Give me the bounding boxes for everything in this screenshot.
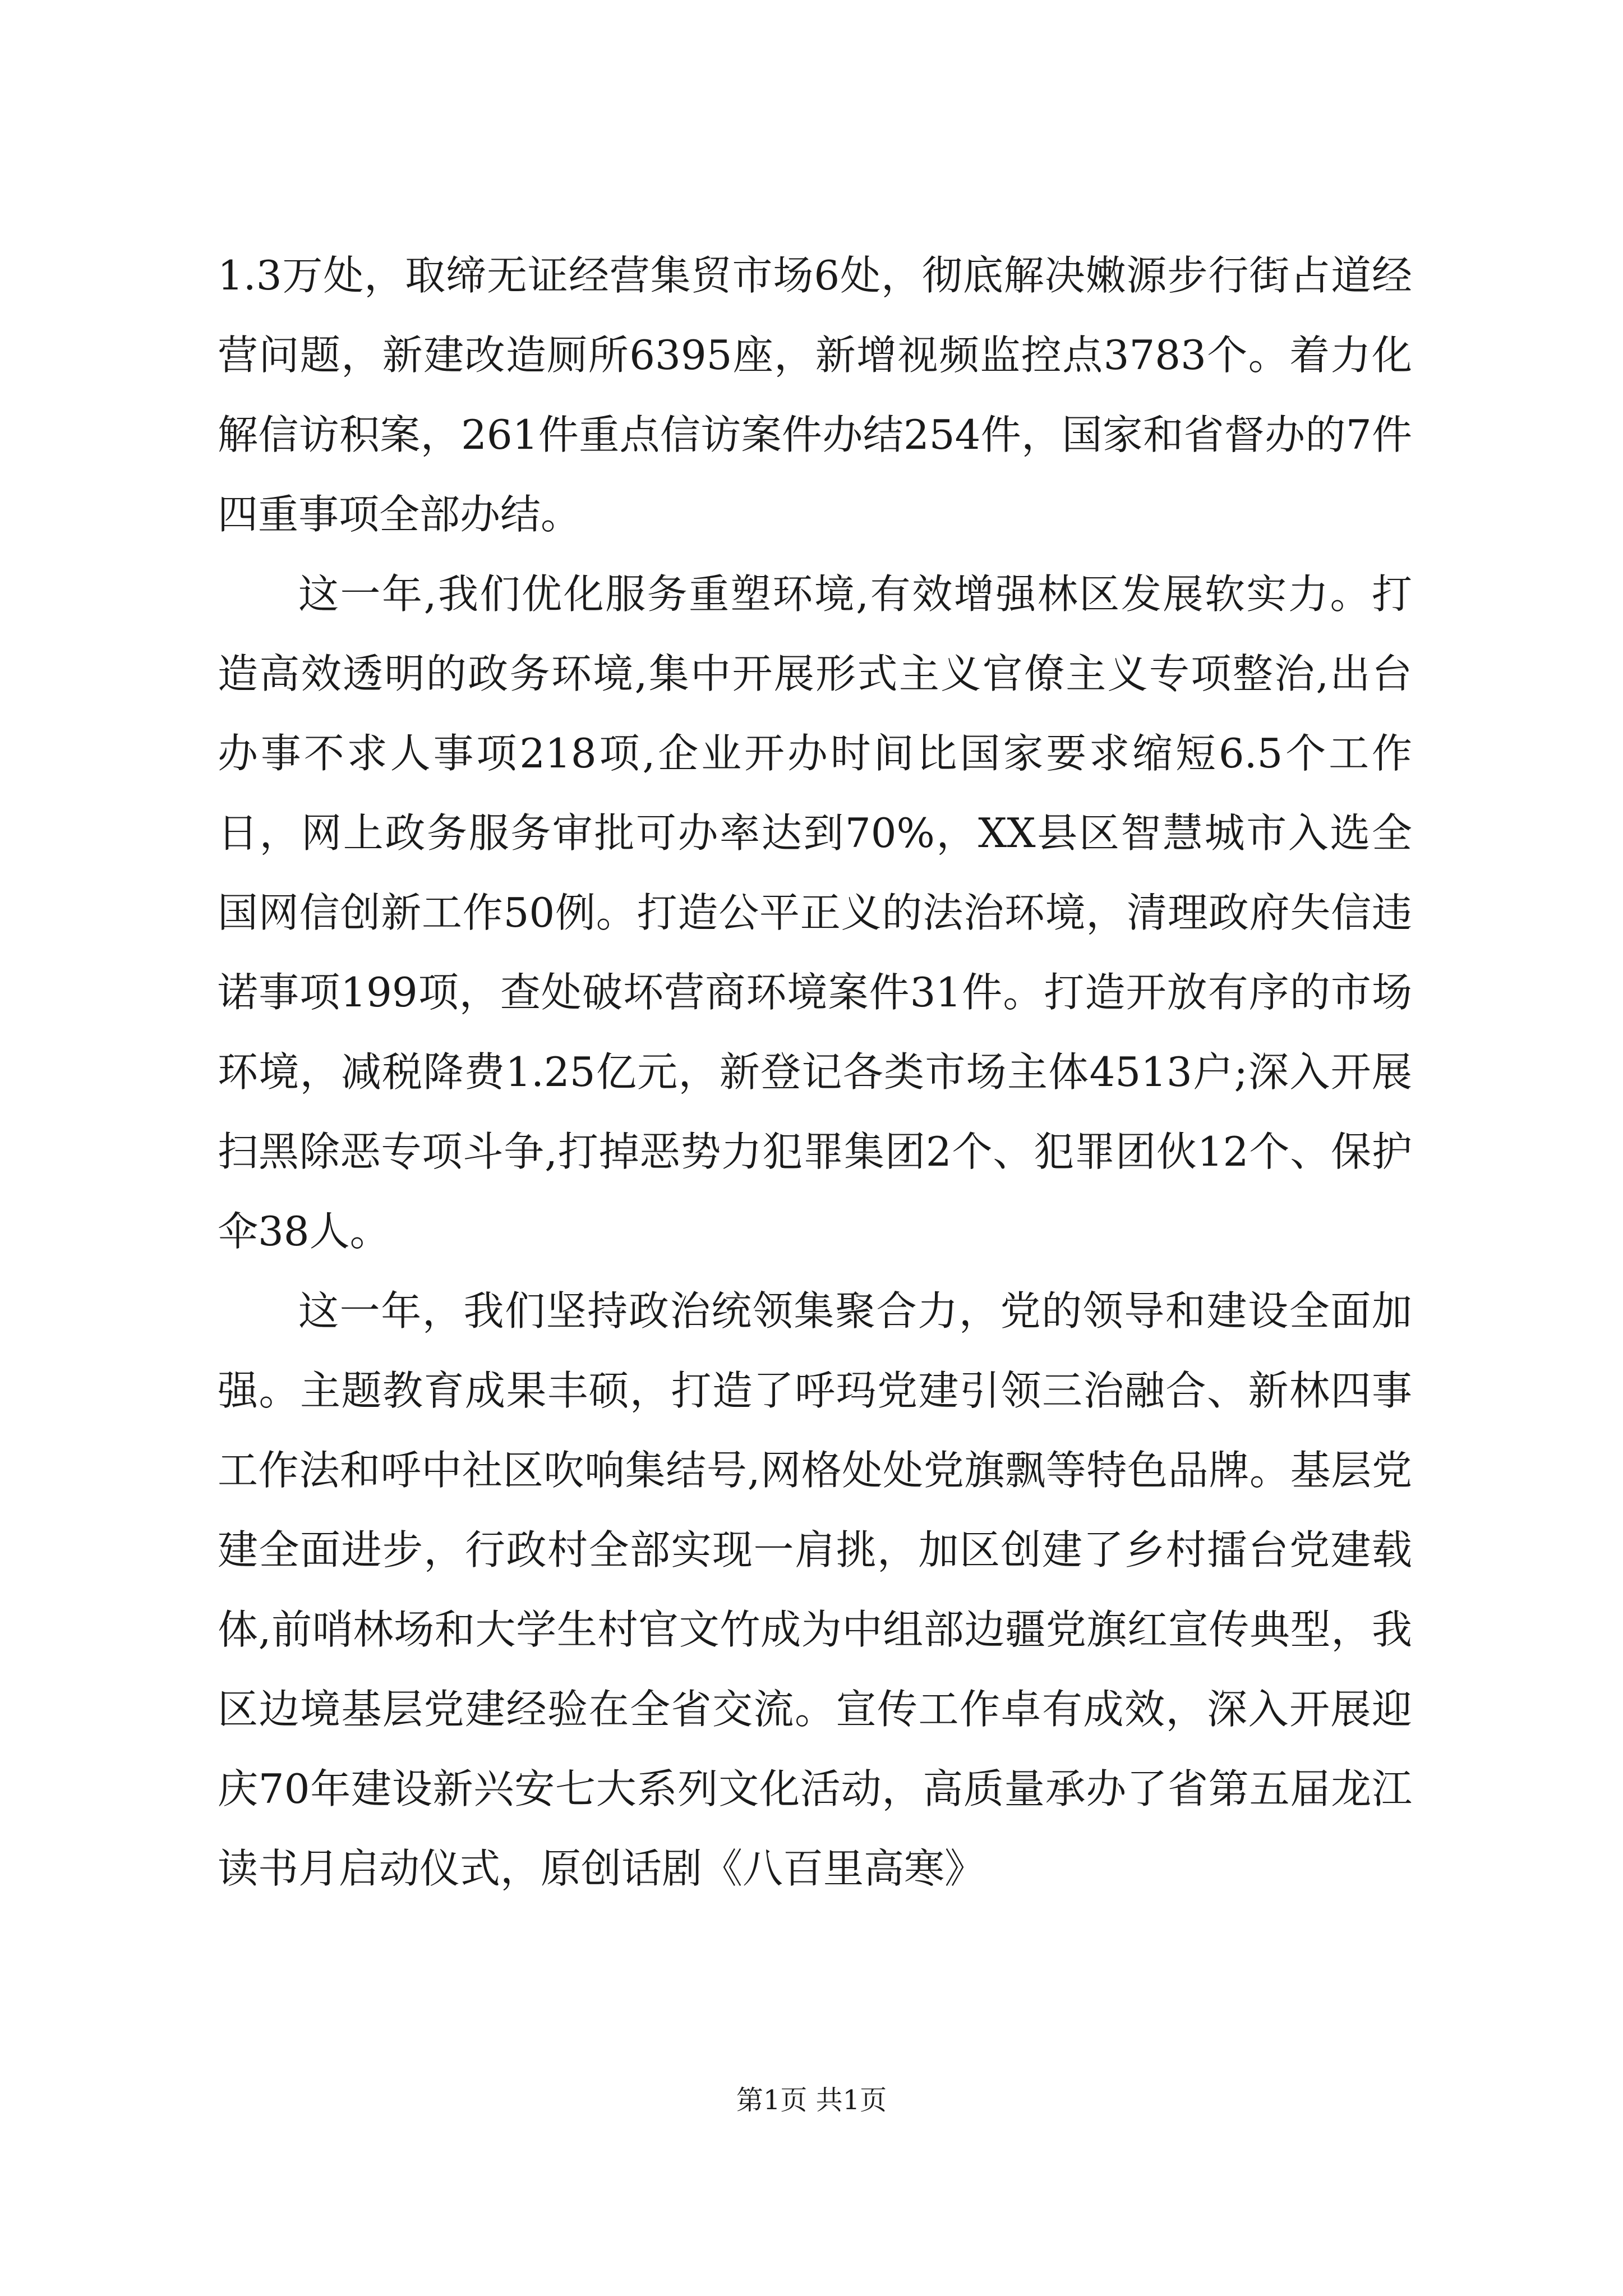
document-body: [218, 236, 1412, 1908]
paragraph-3: 这一年，我们坚持政治统领集聚合力，党的领导和建设全面加强。主题教育成果丰硕，打造了呼玛党建引领三治融合、新林四事工作法和呼中社区吹响集结号,网格处处党旗飘等特色品牌。基层党建全面进步，行政村全部实现一肩挑，加区创建了乡村擂台党建载体,前哨林场和大学生村官文竹成为中组部边疆党旗红宣传典型，我区边境基层党建经验在全省交流。宣传工作卓有成效，深入开展迎庆70年建设新兴安七大系列文化活动，高质量承办了省第五届龙江读书月启动仪式，原创话剧《八百里高寒》: [218, 1287, 1412, 1892]
page-footer: 第1页 共1页: [736, 2085, 887, 2116]
paragraph-2: 这一年,我们优化服务重塑环境,有效增强林区发展软实力。打造高效透明的政务环境,集中开展形式主义官僚主义专项整治,出台办事不求人事项218项,企业开办时间比国家要求缩短6.5个工作日，网上政务服务审批可办率达到70%，XX县区智慧城市入选全国网信创新工作50例。打造公平正义的法治环境，清理政府失信违诺事项199项，查处破坏营商环境案件31件。打造开放有序的市场环境，减税降费1.25亿元，新登记各类市场主体4513户;深入开展扫黑除恶专项斗争,打掉恶势力犯罪集团2个、犯罪团伙12个、保护伞38人。: [218, 570, 1412, 1255]
paragraph-1: 1.3万处，取缔无证经营集贸市场6处，彻底解决嫩源步行街占道经营问题，新建改造厕所6395座，新增视频监控点3783个。着力化解信访积案，261件重点信访案件办结254件，国家和省督办的7件四重事项全部办结。: [218, 252, 1412, 538]
